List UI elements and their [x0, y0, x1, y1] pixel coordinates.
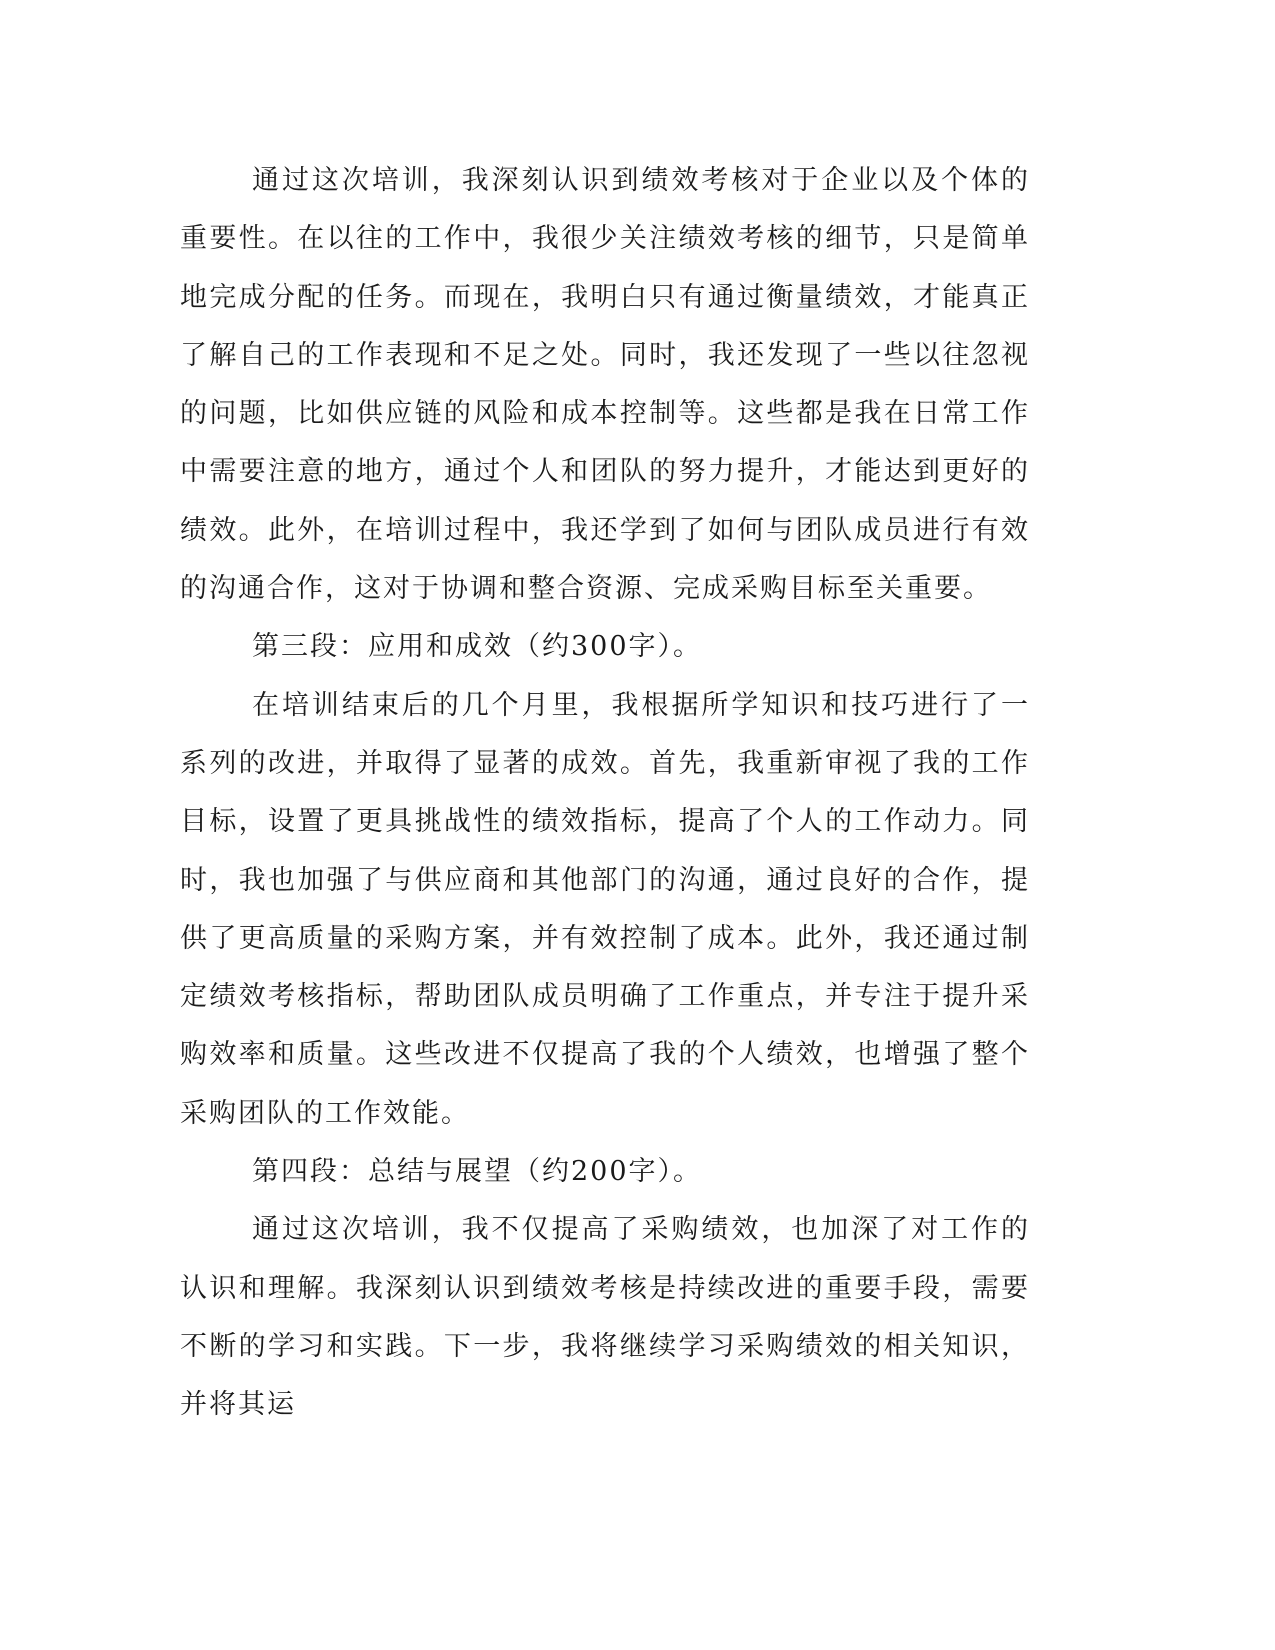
document-body	[180, 152, 1030, 1435]
paragraph-application: 在培训结束后的几个月里，我根据所学知识和技巧进行了一系列的改进，并取得了显著的成效。首先，我重新审视了我的工作目标，设置了更具挑战性的绩效指标，提高了个人的工作动力。同时，我也加强了与供应商和其他部门的沟通，通过良好的合作，提供了更高质量的采购方案，并有效控制了成本。此外，我还通过制定绩效考核指标，帮助团队成员明确了工作重点，并专注于提升采购效率和质量。这些改进不仅提高了我的个人绩效，也增强了整个采购团队的工作效能。	[180, 689, 1030, 1129]
paragraph-summary: 通过这次培训，我不仅提高了采购绩效，也加深了对工作的认识和理解。我深刻认识到绩效考核是持续改进的重要手段，需要不断的学习和实践。下一步，我将继续学习采购绩效的相关知识，并将其运	[180, 1214, 1030, 1421]
section-heading-4: 第四段：总结与展望（约200字）。	[252, 1156, 703, 1188]
paragraph-reflection: 通过这次培训，我深刻认识到绩效考核对于企业以及个体的重要性。在以往的工作中，我很少关注绩效考核的细节，只是简单地完成分配的任务。而现在，我明白只有通过衡量绩效，才能真正了解自己的工作表现和不足之处。同时，我还发现了一些以往忽视的问题，比如供应链的风险和成本控制等。这些都是我在日常工作中需要注意的地方，通过个人和团队的努力提升，才能达到更好的绩效。此外，在培训过程中，我还学到了如何与团队成员进行有效的沟通合作，这对于协调和整合资源、完成采购目标至关重要。	[180, 165, 1030, 605]
section-heading-3: 第三段：应用和成效（约300字）。	[252, 631, 703, 663]
